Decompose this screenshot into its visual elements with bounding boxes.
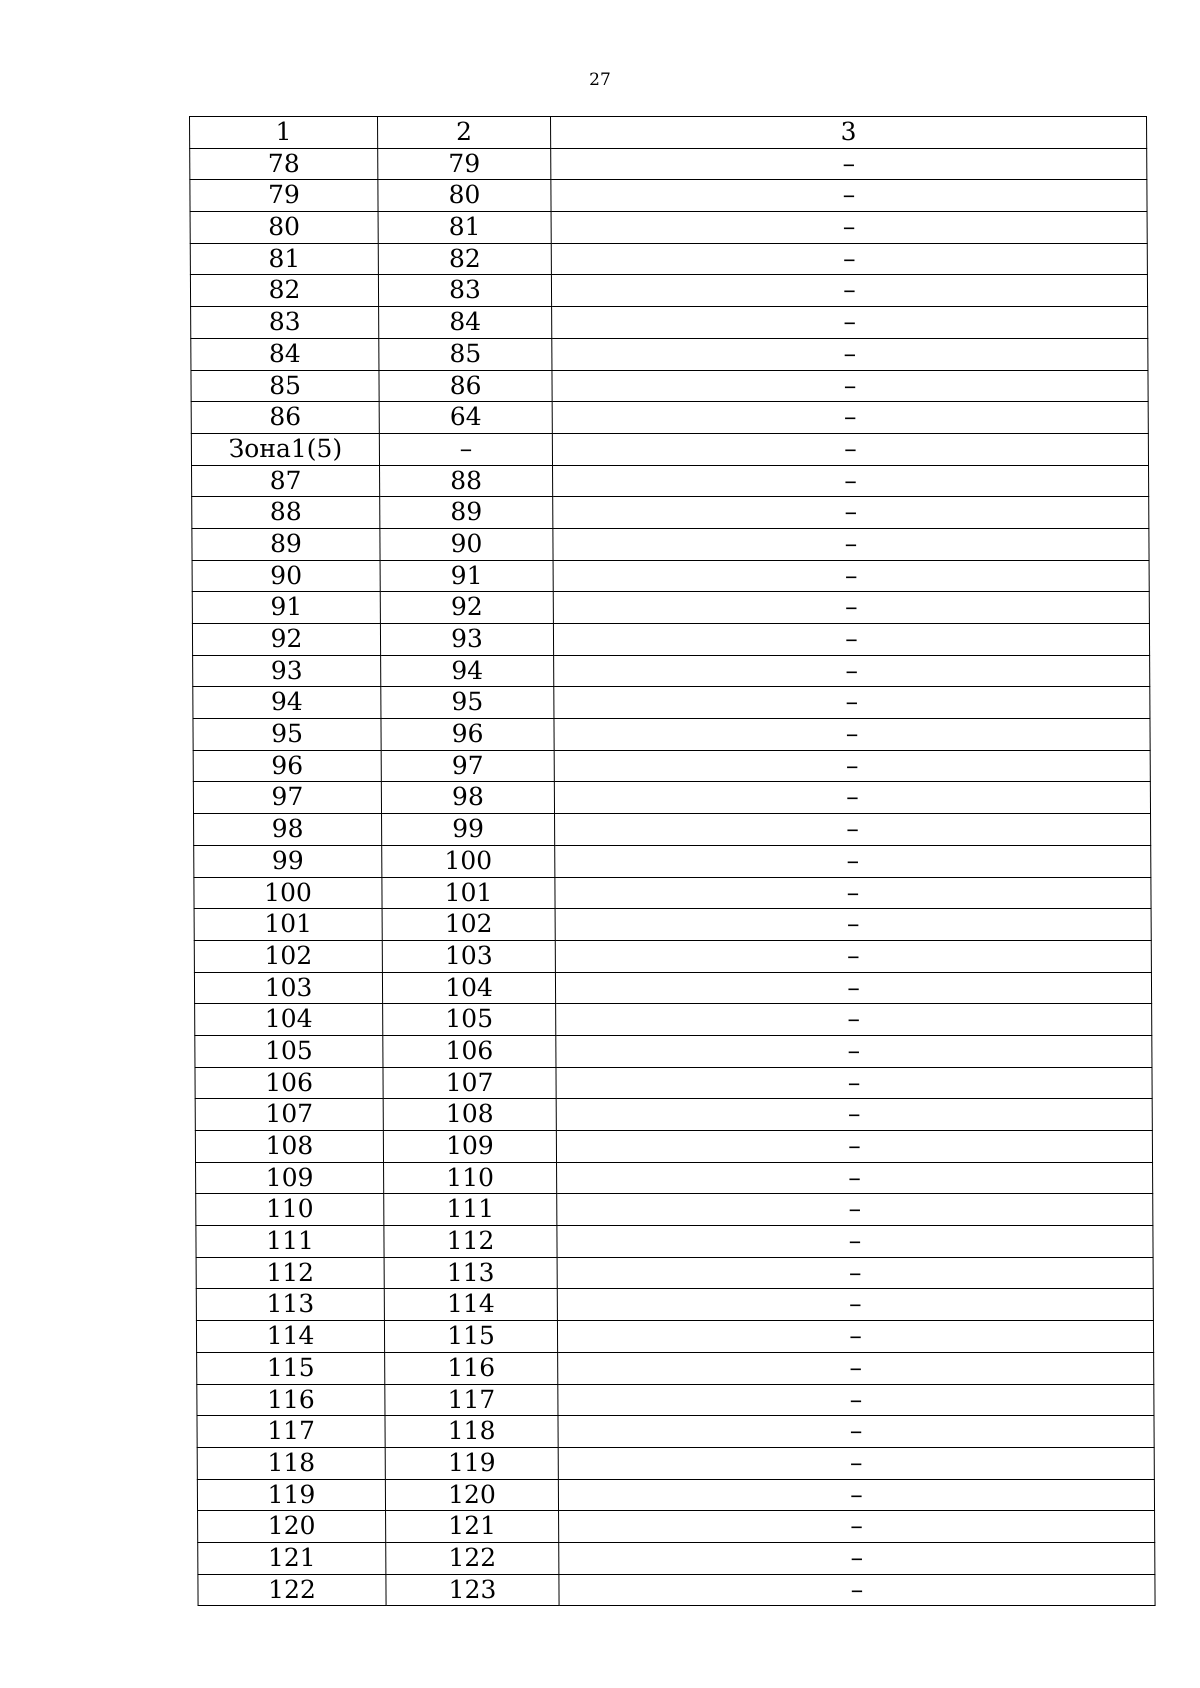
table-cell-col-3: – <box>557 1289 1153 1321</box>
table-row <box>196 1257 1153 1289</box>
table-cell-col-3: – <box>553 497 1149 529</box>
table-row <box>198 1511 1155 1543</box>
table-cell-col-2: 110 <box>384 1162 557 1194</box>
table-cell-col-3: – <box>558 1447 1154 1479</box>
column-header-2: 2 <box>378 117 551 149</box>
table-cell-col-3: – <box>552 338 1148 370</box>
table-row <box>192 624 1149 656</box>
table-cell-col-2: 92 <box>380 592 553 624</box>
table-cell-col-2: 116 <box>385 1352 558 1384</box>
table-cell-col-1: 81 <box>190 243 378 275</box>
table-cell-col-3: – <box>553 624 1149 656</box>
table-cell-col-1: 102 <box>194 940 382 972</box>
table-cell-col-3: – <box>553 528 1149 560</box>
table-cell-col-1: 93 <box>193 655 381 687</box>
table-cell-col-1: 105 <box>195 1035 383 1067</box>
table-cell-col-1: 89 <box>192 528 380 560</box>
table-cell-col-1: 113 <box>196 1289 384 1321</box>
table-cell-col-1: 117 <box>197 1416 385 1448</box>
table-cell-col-1: 78 <box>190 148 378 180</box>
table-cell-col-2: 104 <box>382 972 555 1004</box>
table-cell-col-2: 99 <box>382 814 555 846</box>
table-cell-col-2: 90 <box>380 528 553 560</box>
table-row <box>194 877 1151 909</box>
table-row <box>190 275 1147 307</box>
table-cell-col-2: 101 <box>382 877 555 909</box>
table-cell-col-1: 84 <box>191 338 379 370</box>
table-cell-col-2: 118 <box>385 1416 558 1448</box>
table-cell-col-1: Зона1(5) <box>191 433 379 465</box>
table-cell-col-1: 101 <box>194 909 382 941</box>
table-row <box>193 782 1150 814</box>
table-cell-col-2: 115 <box>384 1321 557 1353</box>
table-cell-col-2: 86 <box>379 370 552 402</box>
table-row <box>191 402 1148 434</box>
table-cell-col-3: – <box>553 592 1149 624</box>
table-cell-col-3: – <box>551 212 1147 244</box>
table-cell-col-2: 114 <box>384 1289 557 1321</box>
table-row <box>192 560 1149 592</box>
table-cell-col-3: – <box>555 909 1151 941</box>
table-cell-col-1: 94 <box>193 687 381 719</box>
table-cell-col-2: 109 <box>383 1131 556 1163</box>
table-cell-col-2: 100 <box>382 845 555 877</box>
table-cell-col-2: 80 <box>378 180 551 212</box>
table-row <box>193 750 1150 782</box>
table-cell-col-2: 64 <box>379 402 552 434</box>
table-cell-col-2: 107 <box>383 1067 556 1099</box>
table-cell-col-1: 110 <box>196 1194 384 1226</box>
table-cell-col-1: 116 <box>197 1384 385 1416</box>
table-cell-col-2: 95 <box>381 687 554 719</box>
table-row <box>195 1004 1152 1036</box>
table-cell-col-1: 115 <box>197 1352 385 1384</box>
table-cell-col-3: – <box>557 1257 1153 1289</box>
table-cell-col-1: 95 <box>193 719 381 751</box>
table-cell-col-2: 117 <box>385 1384 558 1416</box>
table-row <box>195 1099 1152 1131</box>
table-cell-col-3: – <box>559 1574 1155 1606</box>
table-cell-col-1: 109 <box>196 1162 384 1194</box>
table-row <box>196 1162 1153 1194</box>
table-cell-col-1: 122 <box>198 1574 386 1606</box>
table-row <box>192 528 1149 560</box>
table-cell-col-3: – <box>554 750 1150 782</box>
table-cell-col-1: 86 <box>191 402 379 434</box>
table-row <box>196 1321 1153 1353</box>
table-row <box>194 909 1151 941</box>
table-cell-col-1: 121 <box>198 1542 386 1574</box>
table-cell-col-3: – <box>556 1067 1152 1099</box>
table-cell-col-2: 108 <box>383 1099 556 1131</box>
table-cell-col-3: – <box>557 1226 1153 1258</box>
table-cell-col-1: 99 <box>194 845 382 877</box>
table-cell-col-1: 87 <box>192 465 380 497</box>
table-cell-col-3: – <box>554 655 1150 687</box>
table-cell-col-3: – <box>554 782 1150 814</box>
table-cell-col-3: – <box>558 1384 1154 1416</box>
table-cell-col-2: 83 <box>378 275 551 307</box>
table-row <box>197 1384 1154 1416</box>
table-cell-col-1: 80 <box>190 212 378 244</box>
table-row <box>194 972 1151 1004</box>
table-body <box>190 117 1156 1606</box>
table-cell-col-3: – <box>555 972 1151 1004</box>
table-cell-col-1: 85 <box>191 370 379 402</box>
table-cell-col-3: – <box>553 560 1149 592</box>
table-cell-col-3: – <box>554 687 1150 719</box>
table-cell-col-3: – <box>552 433 1148 465</box>
table-cell-col-1: 83 <box>191 307 379 339</box>
column-header-3: 3 <box>551 117 1147 149</box>
header-row <box>190 117 1147 149</box>
table-row <box>195 1131 1152 1163</box>
table-cell-col-2: 82 <box>378 243 551 275</box>
table-cell-col-1: 108 <box>195 1131 383 1163</box>
table-cell-col-3: – <box>558 1416 1154 1448</box>
table-row <box>193 687 1150 719</box>
table-cell-col-2: 88 <box>380 465 553 497</box>
table-cell-col-3: – <box>552 370 1148 402</box>
table-cell-col-2: 119 <box>385 1447 558 1479</box>
table-cell-col-1: 96 <box>193 750 381 782</box>
table-cell-col-3: – <box>557 1162 1153 1194</box>
table-cell-col-3: – <box>559 1542 1155 1574</box>
table-row <box>198 1542 1155 1574</box>
table-cell-col-1: 119 <box>197 1479 385 1511</box>
table-cell-col-3: – <box>551 148 1147 180</box>
table-cell-col-2: – <box>379 433 552 465</box>
table-cell-col-3: – <box>558 1352 1154 1384</box>
table-cell-col-1: 79 <box>190 180 378 212</box>
table-cell-col-2: 97 <box>381 750 554 782</box>
table-row <box>197 1416 1154 1448</box>
table-cell-col-2: 106 <box>383 1035 556 1067</box>
table-cell-col-1: 118 <box>197 1447 385 1479</box>
table-cell-col-1: 114 <box>196 1321 384 1353</box>
table-cell-col-3: – <box>553 465 1149 497</box>
table-cell-col-2: 112 <box>384 1226 557 1258</box>
table-row <box>190 243 1147 275</box>
table-row <box>195 1067 1152 1099</box>
table-cell-col-2: 96 <box>381 719 554 751</box>
table-cell-col-1: 111 <box>196 1226 384 1258</box>
table-cell-col-2: 84 <box>379 307 552 339</box>
table-cell-col-1: 103 <box>194 972 382 1004</box>
table-cell-col-2: 111 <box>384 1194 557 1226</box>
table-cell-col-2: 81 <box>378 212 551 244</box>
table-cell-col-1: 112 <box>196 1257 384 1289</box>
table-row <box>190 212 1147 244</box>
table-cell-col-3: – <box>551 275 1147 307</box>
table-cell-col-1: 120 <box>198 1511 386 1543</box>
table-cell-col-3: – <box>558 1479 1154 1511</box>
table-cell-col-3: – <box>556 1035 1152 1067</box>
table-cell-col-1: 97 <box>193 782 381 814</box>
table-row <box>196 1194 1153 1226</box>
table-cell-col-3: – <box>557 1194 1153 1226</box>
table-cell-col-2: 79 <box>378 148 551 180</box>
table-cell-col-2: 113 <box>384 1257 557 1289</box>
table-row <box>192 465 1149 497</box>
table-row <box>197 1447 1154 1479</box>
column-header-1: 1 <box>190 117 378 149</box>
table-row <box>194 814 1151 846</box>
table-cell-col-3: – <box>552 402 1148 434</box>
table-cell-col-3: – <box>555 877 1151 909</box>
table-cell-col-3: – <box>556 1131 1152 1163</box>
table-cell-col-3: – <box>559 1511 1155 1543</box>
table-row <box>197 1479 1154 1511</box>
table-cell-col-1: 90 <box>192 560 380 592</box>
table-cell-col-2: 91 <box>380 560 553 592</box>
table-cell-col-3: – <box>552 307 1148 339</box>
table-cell-col-1: 88 <box>192 497 380 529</box>
table-row <box>191 338 1148 370</box>
table-row <box>191 370 1148 402</box>
table-cell-col-2: 93 <box>380 624 553 656</box>
table-cell-col-2: 85 <box>379 338 552 370</box>
table-cell-col-3: – <box>557 1321 1153 1353</box>
table-cell-col-3: – <box>555 845 1151 877</box>
table-cell-col-3: – <box>556 1004 1152 1036</box>
data-table <box>189 116 1156 1606</box>
table-cell-col-1: 100 <box>194 877 382 909</box>
table-row <box>192 497 1149 529</box>
table-cell-col-3: – <box>554 719 1150 751</box>
table-cell-col-2: 120 <box>385 1479 558 1511</box>
table-cell-col-1: 106 <box>195 1067 383 1099</box>
table-row <box>198 1574 1155 1606</box>
table-cell-col-2: 102 <box>382 909 555 941</box>
table-cell-col-2: 121 <box>386 1511 559 1543</box>
table-row <box>193 719 1150 751</box>
table-cell-col-2: 94 <box>381 655 554 687</box>
table-row <box>192 592 1149 624</box>
table-cell-col-3: – <box>551 243 1147 275</box>
table-row <box>191 307 1148 339</box>
table-cell-col-3: – <box>555 940 1151 972</box>
table-cell-col-1: 104 <box>195 1004 383 1036</box>
table-row <box>191 433 1148 465</box>
table-row <box>195 1035 1152 1067</box>
table-cell-col-2: 98 <box>381 782 554 814</box>
table-row <box>196 1289 1153 1321</box>
table-cell-col-2: 89 <box>380 497 553 529</box>
table-row <box>197 1352 1154 1384</box>
table-cell-col-3: – <box>556 1099 1152 1131</box>
table-cell-col-1: 92 <box>192 624 380 656</box>
table-row <box>193 655 1150 687</box>
table-cell-col-2: 103 <box>382 940 555 972</box>
table-row <box>194 940 1151 972</box>
table-cell-col-1: 82 <box>190 275 378 307</box>
table-row <box>194 845 1151 877</box>
table-row <box>190 180 1147 212</box>
page-number: 27 <box>589 70 611 90</box>
table-cell-col-2: 105 <box>383 1004 556 1036</box>
table-cell-col-2: 122 <box>386 1542 559 1574</box>
table-cell-col-1: 98 <box>194 814 382 846</box>
table-cell-col-2: 123 <box>386 1574 559 1606</box>
table-cell-col-1: 91 <box>192 592 380 624</box>
table-row <box>196 1226 1153 1258</box>
table-row <box>190 148 1147 180</box>
table-cell-col-3: – <box>555 814 1151 846</box>
table-cell-col-3: – <box>551 180 1147 212</box>
table-cell-col-1: 107 <box>195 1099 383 1131</box>
